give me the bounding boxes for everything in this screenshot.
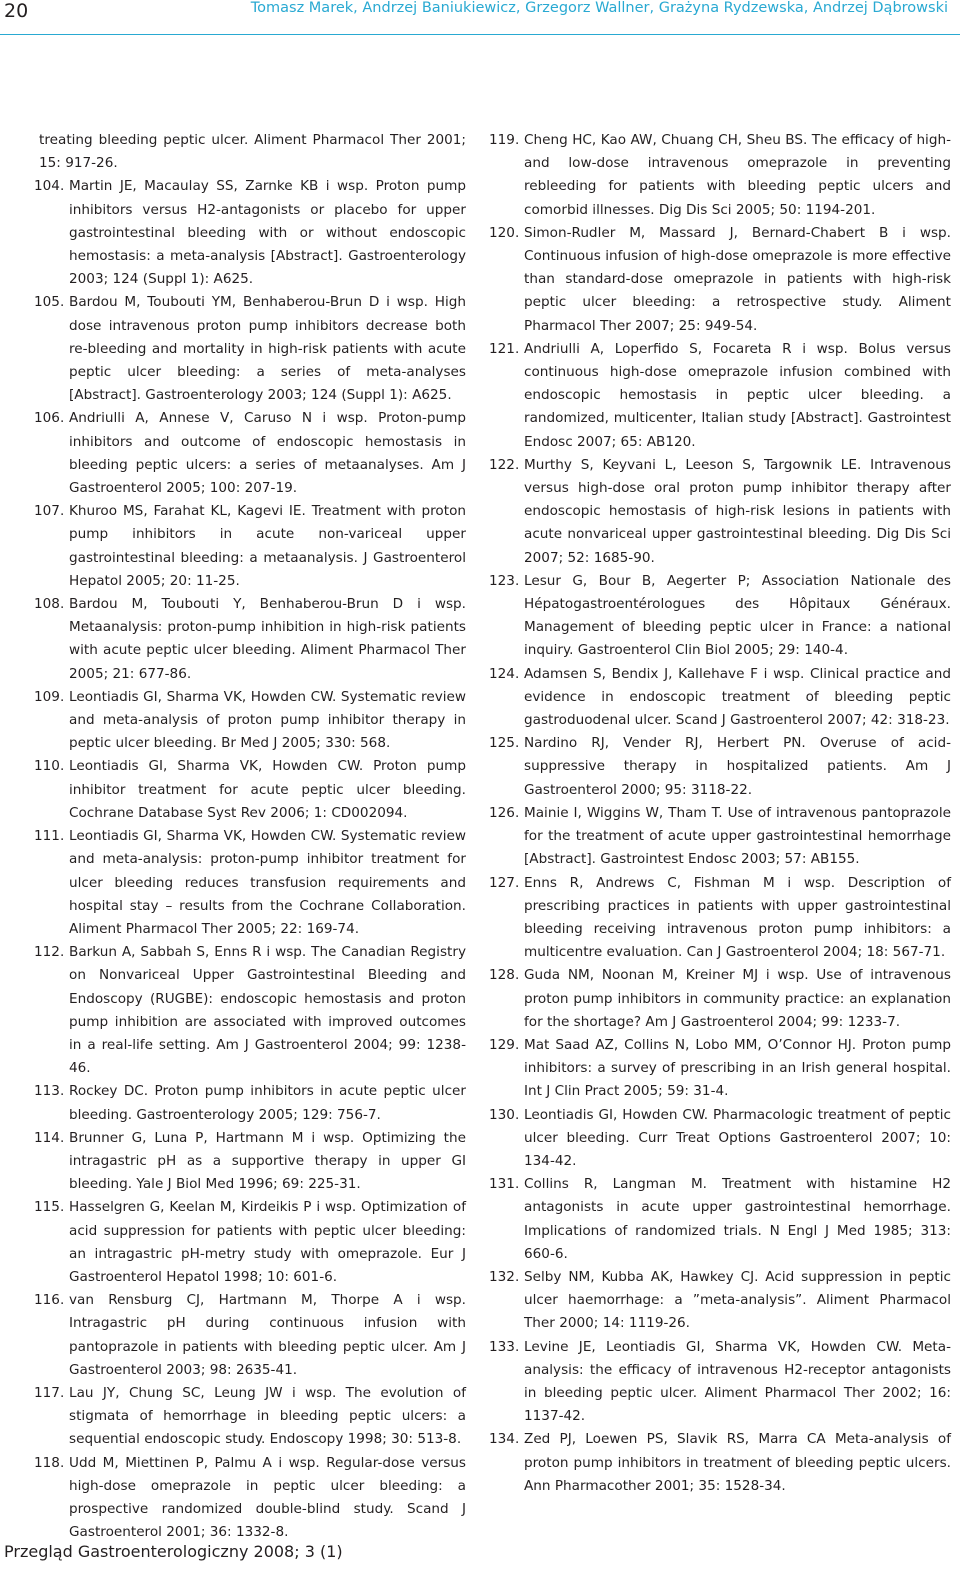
reference-number: 123.	[489, 572, 520, 589]
reference-item	[489, 222, 951, 338]
reference-item	[489, 872, 951, 965]
reference-text: Leontiadis GI, Howden CW. Pharmacologic treatment of peptic ulcer bleeding. Curr Treat Options Gastroenterol 2007; 10: 134-42.	[524, 1106, 951, 1169]
reference-text: Brunner G, Luna P, Hartmann M i wsp. Optimizing the intragastric pH as a supportive therapy in upper GI bleeding. Yale J Biol Med 1996; 69: 225-31.	[69, 1129, 466, 1193]
reference-number: 132.	[489, 1268, 520, 1285]
reference-item	[34, 755, 466, 825]
reference-text: Murthy S, Keyvani L, Leeson S, Targownik LE. Intravenous versus high-dose oral proton pump inhibitor therapy after endoscopic hemostasis of high-risk lesions in patients with acute nonvariceal upper gastrointestinal bleeding. Dig Dis Sci 2007; 52: 1685-90.	[524, 456, 951, 566]
reference-item	[34, 291, 466, 407]
reference-number: 134.	[489, 1431, 520, 1448]
reference-number: 133.	[489, 1338, 520, 1355]
reference-item	[489, 570, 951, 663]
reference-item	[34, 1196, 466, 1289]
reference-item	[34, 1080, 466, 1126]
reference-item	[34, 1382, 466, 1452]
right-reference-list	[489, 129, 951, 1498]
reference-text: Leontiadis GI, Sharma VK, Howden CW. Proton pump inhibitor treatment for acute peptic ulcer bleeding. Cochrane Database Syst Rev 2006; 1: CD002094.	[69, 758, 466, 821]
reference-item	[34, 500, 466, 593]
reference-number: 109.	[34, 688, 65, 705]
reference-item	[489, 338, 951, 454]
reference-text: Andriulli A, Loperfido S, Focareta R i wsp. Bolus versus continuous high-dose omeprazole infusion combined with endoscopic hemostasis in peptic ulcer bleeding. a randomized, multicenter, Italian study [Abstract]. Gastrointest Endosc 2007; 65: AB120.	[524, 340, 951, 450]
reference-number: 124.	[489, 665, 520, 682]
reference-number: 121.	[489, 340, 520, 357]
reference-number: 120.	[489, 224, 520, 241]
reference-text: Leontiadis GI, Sharma VK, Howden CW. Systematic review and meta-analysis of proton pump inhibitor therapy in peptic ulcer bleeding. Br Med J 2005; 330: 568.	[69, 688, 466, 752]
reference-text: Rockey DC. Proton pump inhibitors in acute peptic ulcer bleeding. Gastroenterology 2005; 129: 756-7.	[69, 1083, 466, 1123]
reference-item	[489, 802, 951, 872]
reference-number: 108.	[34, 596, 65, 613]
reference-text: Lau JY, Chung SC, Leung JW i wsp. The evolution of stigmata of hemorrhage in bleeding peptic ulcers: a sequential endoscopic study. Endoscopy 1998; 30: 513-8.	[69, 1384, 466, 1448]
reference-item	[489, 1336, 951, 1429]
reference-number: 116.	[34, 1292, 65, 1309]
reference-number: 112.	[34, 944, 65, 961]
reference-number: 104.	[34, 178, 65, 195]
reference-text: Barkun A, Sabbah S, Enns R i wsp. The Canadian Registry on Nonvariceal Upper Gastrointestinal Bleeding and Endoscopy (RUGBE): endoscopic hemostasis and proton pump inhibition are associated with improved outcomes in a real-life setting. Am J Gastroenterol 2004; 99: 1238-46.	[69, 944, 466, 1077]
reference-number: 110.	[34, 758, 65, 775]
reference-text: Khuroo MS, Farahat KL, Kagevi IE. Treatment with proton pump inhibitors in acute non-variceal upper gastrointestinal bleeding: a metaanalysis. J Gastroenterol Hepatol 2005; 20: 11-25.	[69, 503, 466, 589]
reference-item	[489, 732, 951, 802]
reference-number: 131.	[489, 1176, 520, 1193]
reference-item	[34, 941, 466, 1080]
reference-text: van Rensburg CJ, Hartmann M, Thorpe A i wsp. Intragastric pH during continuous infusion with pantoprazole in patients with bleeding peptic ulcer. Am J Gastroenterol 2003; 98: 2635-41.	[69, 1292, 466, 1378]
reference-item	[34, 1452, 466, 1545]
page-number: 20	[4, 0, 29, 22]
reference-text: Leontiadis GI, Sharma VK, Howden CW. Systematic review and meta-analysis: proton-pump inhibitor treatment for ulcer bleeding reduces transfusion requirements and hospital stay – results from the Cochrane Collaboration. Aliment Pharmacol Ther 2005; 22: 169-74.	[69, 828, 466, 937]
reference-item	[489, 129, 951, 222]
right-column	[489, 129, 951, 1498]
reference-number: 119.	[489, 132, 520, 148]
reference-text: Simon-Rudler M, Massard J, Bernard-Chabert B i wsp. Continuous infusion of high-dose omeprazole is more effective than standard-dose omeprazole in patients with high-risk peptic ulcer bleeding: a retrospective study. Aliment Pharmacol Ther 2007; 25: 949-54.	[524, 224, 951, 334]
reference-text: Levine JE, Leontiadis GI, Sharma VK, Howden CW. Meta-analysis: the efficacy of intravenous H2-receptor antagonists in bleeding peptic ulcer. Aliment Pharmacol Ther 2002; 16: 1137-42.	[524, 1338, 951, 1425]
footer-journal: Przegląd Gastroenterologiczny 2008; 3 (1)	[4, 1542, 343, 1561]
reference-text: Selby NM, Kubba AK, Hawkey CJ. Acid suppression in peptic ulcer haemorrhage: a ”meta-analysis”. Aliment Pharmacol Ther 2000; 14: 1119-26.	[524, 1268, 951, 1332]
reference-number: 126.	[489, 804, 520, 821]
reference-text: Mat Saad AZ, Collins N, Lobo MM, O’Connor HJ. Proton pump inhibitors: a survey of prescribing in an Irish general hospital. Int J Clin Pract 2005; 59: 31-4.	[524, 1036, 951, 1100]
reference-text: Nardino RJ, Vender RJ, Herbert PN. Overuse of acid-suppressive therapy in hospitalized patients. Am J Gastroenterol 2000; 95: 3118-22.	[524, 735, 951, 798]
reference-text: Martin JE, Macaulay SS, Zarnke KB i wsp. Proton pump inhibitors versus H2-antagonists or placebo for upper gastrointestinal bleeding with or without endoscopic hemostasis: a meta-analysis [Abstract]. Gastroenterology 2003; 124 (Suppl 1): A625.	[69, 178, 466, 288]
reference-text: Bardou M, Toubouti YM, Benhaberou-Brun D i wsp. High dose intravenous proton pump inhibitors decrease both re-bleeding and mortality in high-risk patients with acute peptic ulcer bleeding: a series of meta-analyses [Abstract]. Gastroenterology 2003; 124 (Suppl 1): A625.	[69, 294, 466, 404]
reference-item	[489, 964, 951, 1034]
reference-item	[489, 1173, 951, 1266]
reference-number: 114.	[34, 1129, 65, 1146]
reference-number: 129.	[489, 1036, 520, 1053]
reference-text: Zed PJ, Loewen PS, Slavik RS, Marra CA Meta-analysis of proton pump inhibitors in treatment of bleeding peptic ulcers. Ann Pharmacother 2001; 35: 1528-34.	[524, 1431, 951, 1494]
reference-text: Mainie I, Wiggins W, Tham T. Use of intravenous pantoprazole for the treatment of acute upper gastrointestinal hemorrhage [Abstract]. Gastrointest Endosc 2003; 57: AB155.	[524, 804, 951, 868]
reference-text: Adamsen S, Bendix J, Kallehave F i wsp. Clinical practice and evidence in endoscopic treatment of bleeding peptic gastroduodenal ulcer. Scand J Gastroenterol 2007; 42: 318-23.	[524, 665, 951, 729]
reference-item	[489, 663, 951, 733]
reference-text: Lesur G, Bour B, Aegerter P; Association Nationale des Hépatogastroentérologues des Hôpitaux Généraux. Management of bleeding peptic ulcer in France: a national inquiry. Gastroenterol Clin Biol 2005; 29: 140-4.	[524, 572, 951, 659]
reference-item	[34, 686, 466, 756]
reference-text: Collins R, Langman M. Treatment with histamine H2 antagonists in acute upper gastrointestinal hemorrhage. Implications of randomized trials. N Engl J Med 1985; 313: 660-6.	[524, 1176, 951, 1262]
reference-number: 118.	[34, 1454, 65, 1471]
reference-item	[34, 1289, 466, 1382]
reference-item	[489, 1428, 951, 1498]
reference-item	[34, 593, 466, 686]
reference-number: 130.	[489, 1106, 520, 1123]
reference-item	[34, 825, 466, 941]
reference-item	[489, 1104, 951, 1174]
reference-text: Cheng HC, Kao AW, Chuang CH, Sheu BS. The efficacy of high- and low-dose intravenous omeprazole in preventing rebleeding for patients with bleeding peptic ulcers and comorbid illnesses. Dig Dis Sci 2005; 50: 1194-201.	[524, 132, 951, 218]
reference-item	[489, 1034, 951, 1104]
reference-item	[489, 454, 951, 570]
reference-number: 128.	[489, 967, 520, 984]
reference-number: 117.	[34, 1384, 65, 1401]
left-column	[34, 129, 466, 1544]
reference-item	[34, 1127, 466, 1197]
reference-number: 107.	[34, 503, 65, 520]
header-rule	[0, 34, 960, 35]
reference-text: Enns R, Andrews C, Fishman M i wsp. Description of prescribing practices in patients with upper gastrointestinal bleeding receiving intravenous proton pump inhibitors: a multicentre evaluation. Can J Gastroenterol 2004; 18: 567-71.	[524, 874, 951, 961]
left-reference-list	[34, 175, 466, 1544]
reference-item	[489, 1266, 951, 1336]
reference-continuation: treating bleeding peptic ulcer. Aliment Pharmacol Ther 2001; 15: 917-26.	[39, 132, 466, 172]
reference-number: 115.	[34, 1199, 65, 1216]
reference-number: 125.	[489, 735, 520, 752]
reference-number: 106.	[34, 410, 65, 427]
running-header: Tomasz Marek, Andrzej Baniukiewicz, Grzegorz Wallner, Grażyna Rydzewska, Andrzej Dąbrowski	[250, 0, 948, 16]
reference-text: Bardou M, Toubouti Y, Benhaberou-Brun D i wsp. Metaanalysis: proton-pump inhibition in high-risk patients with acute peptic ulcer bleeding. Aliment Pharmacol Ther 2005; 21: 677-86.	[69, 596, 466, 682]
reference-text: Andriulli A, Annese V, Caruso N i wsp. Proton-pump inhibitors and outcome of endoscopic hemostasis in bleeding peptic ulcers: a series of metaanalyses. Am J Gastroenterol 2005; 100: 207-19.	[69, 410, 466, 497]
reference-item	[34, 407, 466, 500]
reference-text: Hasselgren G, Keelan M, Kirdeikis P i wsp. Optimization of acid suppression for patients with peptic ulcer bleeding: an intragastric pH-metry study with omeprazole. Eur J Gastroenterol Hepatol 1998; 10: 601-6.	[69, 1199, 466, 1285]
reference-number: 122.	[489, 456, 520, 473]
reference-item	[34, 175, 466, 291]
reference-number: 113.	[34, 1083, 65, 1100]
reference-text: Guda NM, Noonan M, Kreiner MJ i wsp. Use of intravenous proton pump inhibitors in community practice: an explanation for the shortage? Am J Gastroenterol 2004; 99: 1233-7.	[524, 967, 951, 1030]
reference-number: 127.	[489, 874, 520, 891]
reference-text: Udd M, Miettinen P, Palmu A i wsp. Regular-dose versus high-dose omeprazole in peptic ulcer bleeding: a prospective randomized double-blind study. Scand J Gastroenterol 2001; 36: 1332-8.	[69, 1454, 466, 1541]
reference-number: 111.	[34, 828, 65, 845]
reference-number: 105.	[34, 294, 65, 311]
